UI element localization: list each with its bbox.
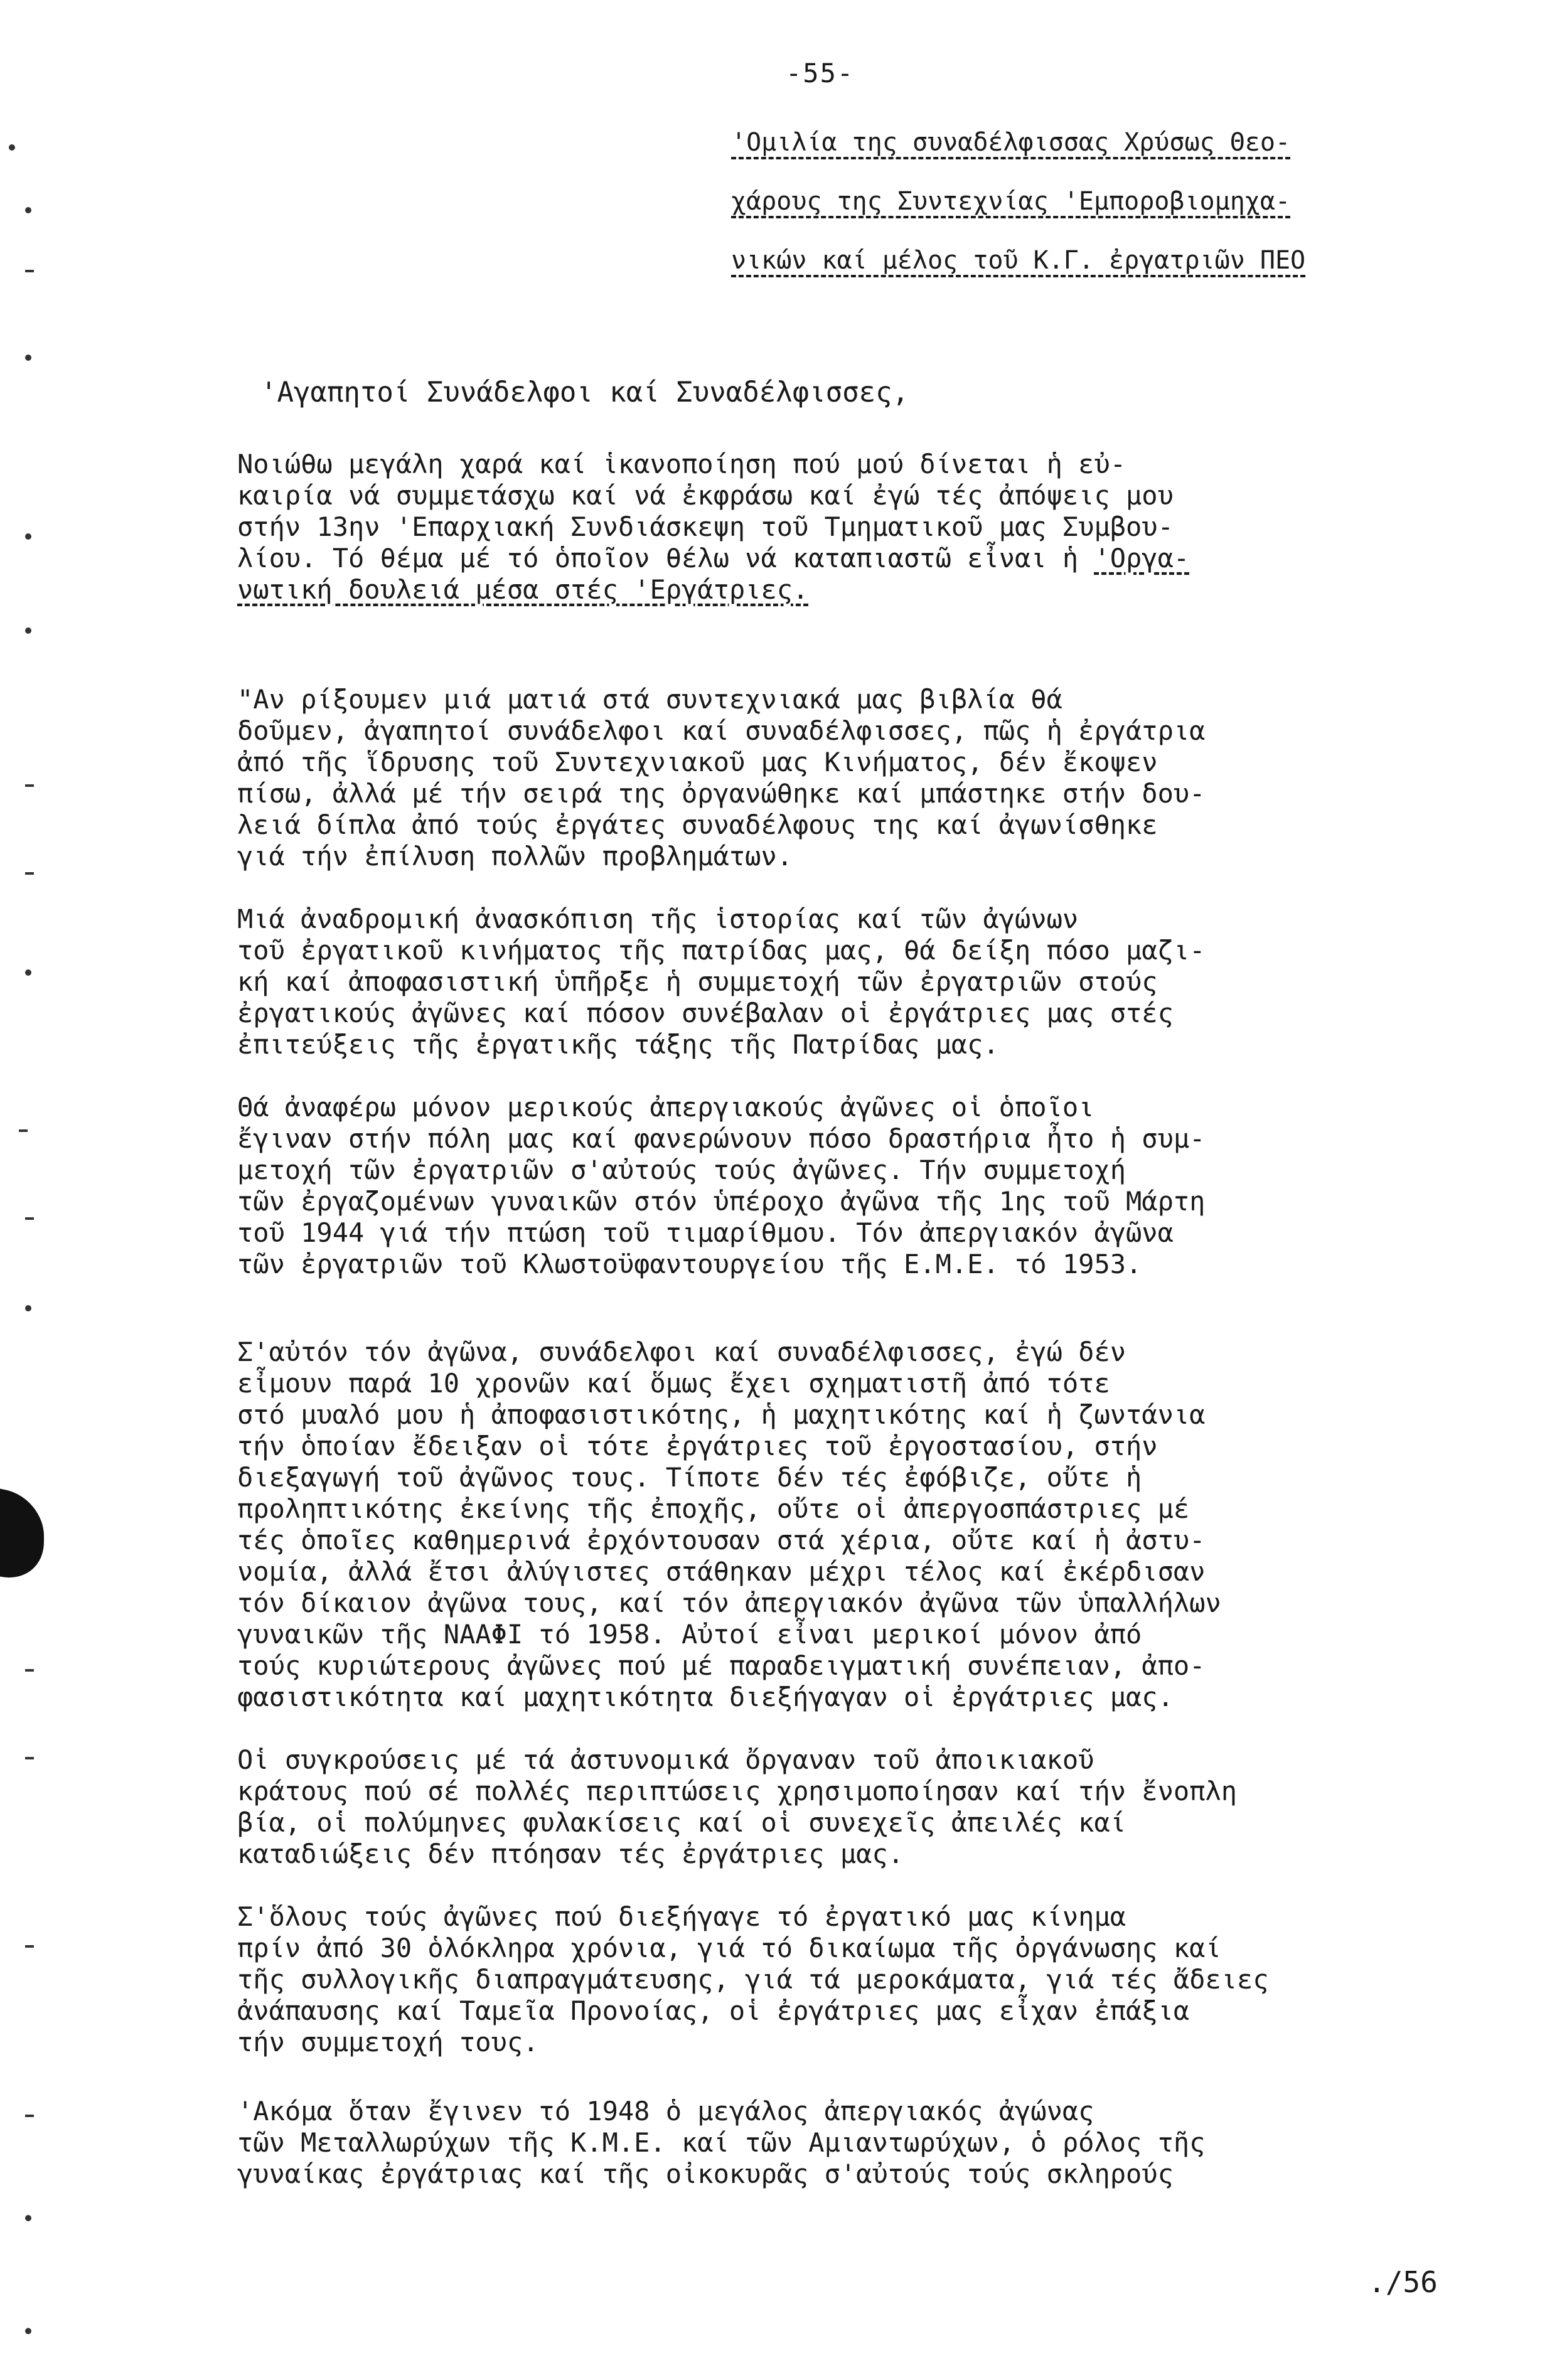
margin-speck [25,1305,31,1311]
margin-speck [25,2328,31,2334]
paragraph: Μιά ἀναδρομική ἀνασκόπιση τῆς ἱστορίας καί τῶν ἀγώνων τοῦ ἐργατικοῦ κινήματος τῆς πατρίδας μας, θά δείξη πόσο μαζι- κή καί ἀποφασιστική ὑπῆρξε ἡ συμμετοχή τῶν ἐργατριῶν στούς ἐργατικούς ἀγῶνες καί πόσον συνέβαλαν οἱ ἐργάτριες μας στές ἐπιτεύξεις τῆς ἐργατικῆς τάξης τῆς Πατρίδας μας. [237,904,1206,1060]
margin-speck [25,2215,31,2221]
paragraph: Σ'ὅλους τούς ἀγῶνες πού διεξήγαγε τό ἐργατικό μας κίνημα πρίν ἀπό 30 ὁλόκληρα χρόνια, γιά τό δικαίωμα τῆς ὀργάνωσης καί τῆς συλλογικῆς διαπραγμάτευσης, γιά τά μεροκάματα, γιά τές ἄδειες ἀνάπαυσης καί Ταμεῖα Προνοίας, οἱ ἐργάτριες μας εἶχαν ἐπάξια τήν συμμετοχή τους. [237,1901,1269,2057]
salutation: 'Αγαπητοί Συνάδελφοι καί Συναδέλφισσες, [260,376,909,408]
margin-speck [25,1669,34,1672]
paragraph: Οἱ συγκρούσεις μέ τά ἀστυνομικά ὄργαναν τοῦ ἀποικιακοῦ κράτους πού σέ πολλές περιπτώσεις χρησιμοποίησαν καί τήν ἔνοπλη βία, οἱ πολύμηνες φυλακίσεις καί οἱ συνεχεῖς ἀπειλές καί καταδιώξεις δέν πτόησαν τές ἐργάτριες μας. [237,1744,1238,1869]
margin-speck [9,144,15,151]
margin-speck [25,1217,34,1220]
paragraph: Θά ἀναφέρω μόνον μερικούς ἀπεργιακούς ἀγῶνες οἱ ὁποῖοι ἔγιναν στήν πόλη μας καί φανερώνουν πόσο δραστήρια ἦτο ἡ συμ- μετοχή τῶν ἐργατριῶν σ'αὐτούς τούς ἀγῶνες. Τήν συμμετοχή τῶν ἐργαζομένων γυναικῶν στόν ὑπέροχο ἀγῶνα τῆς 1ης τοῦ Μάρτη τοῦ 1944 γιά τήν πτώση τοῦ τιμαρίθμου. Τόν ἀπεργιακόν ἀγῶνα τῶν ἐργατριῶν τοῦ Κλωστοϋφαντουργείου τῆς Ε.Μ.Ε. τό 1953. [237,1092,1206,1279]
paragraph: "Αν ρίξουμεν μιά ματιά στά συντεχνιακά μας βιβλία θά δοῦμεν, ἀγαπητοί συνάδελφοι καί συναδέλφισσες, πῶς ἡ ἐργάτρια ἀπό τῆς ἵδρυσης τοῦ Συντεχνιακοῦ μας Κινήματος, δέν ἔκοψεν πίσω, ἀλλά μέ τήν σειρά της ὀργανώθηκε καί μπάστηκε στήν δου- λειά δίπλα ἀπό τούς ἐργάτες συναδέλφους της καί ἀγωνίσθηκε γιά τήν ἐπίλυση πολλῶν προβλημάτων. [237,684,1206,872]
next-page-mark: ./56 [1368,2265,1438,2299]
margin-speck [25,784,34,787]
margin-speck [25,627,31,634]
margin-speck [25,969,31,976]
paragraph-text: Νοιώθω μεγάλη χαρά καί ἱκανοποίηση πού μού δίνεται ἡ εὐ- καιρία νά συμμετάσχω καί νά ἐκφράσω καί ἐγώ τές ἀπόψεις μου στήν 13ην 'Επαρχιακή Συνδιάσκεψη τοῦ Τμηματικοῦ μας Συμβου- λίου. Τό θέμα μέ τό ὁποῖον θέλω νά καταπιαστῶ εἶναι ἡ [237,449,1174,574]
margin-speck [25,270,34,272]
paragraph: Σ'αὐτόν τόν ἀγῶνα, συνάδελφοι καί συναδέλφισσες, ἐγώ δέν εἶμουν παρά 10 χρονῶν καί ὅμως ἔχει σχηματιστῆ ἀπό τότε στό μυαλό μου ἡ ἀποφασιστικότης, ἡ μαχητικότης καί ἡ ζωντάνια τήν ὁποίαν ἔδειξαν οἱ τότε ἐργάτριες τοῦ ἐργοστασίου, στήν διεξαγωγή τοῦ ἀγῶνος τους. Τίποτε δέν τές ἐφόβιζε, οὔτε ἡ προληπτικότης ἐκείνης τῆς ἐποχῆς, οὔτε οἱ ἀπεργοσπάστριες μέ τές ὁποῖες καθημερινά ἐρχόντουσαν στά χέρια, οὔτε καί ἡ ἀστυ- νομία, ἀλλά ἔτσι ἀλύγιστες στάθηκαν μέχρι τέλος καί ἐκέρδισαν τόν δίκαιον ἀγῶνα τους, καί τόν ἀπεργιακόν ἀγῶνα τῶν ὑπαλλήλων γυναικῶν τῆς ΝΑΑΦΙ τό 1958. Αὐτοί εἶναι μερικοί μόνον ἀπό τούς κυριώτερους ἀγῶνες πού μέ παραδειγματική συνέπειαν, ἀπο- φασιστικότητα καί μαχητικότητα διεξήγαγαν οἱ ἐργάτριες μας. [237,1337,1221,1712]
topic-underlined: 'Οργα- νωτική δουλειά μέσα στές 'Εργάτριες. [237,543,1190,605]
speech-heading [731,113,1472,290]
margin-speck [25,1757,34,1759]
paragraph: 'Ακόμα ὅταν ἔγινεν τό 1948 ὁ μεγάλος ἀπεργιακός ἀγώνας τῶν Μεταλλωρύχων τῆς Κ.Μ.Ε. καί τῶν Αμιαντωρύχων, ὁ ρόλος τῆς γυναίκας ἐργάτριας καί τῆς οἰκοκυρᾶς σ'αὐτούς τούς σκληρούς [237,2096,1206,2189]
margin-speck [25,2115,34,2117]
margin-speck [25,872,34,875]
margin-speck [19,1129,28,1132]
scan-shadow [0,1489,44,1586]
margin-speck [25,355,31,361]
margin-speck [25,207,31,213]
heading-line: 'Ομιλία της συναδέλφισσας Χρύσως Θεο- [731,128,1291,157]
page-number: -55- [786,58,855,88]
heading-line: νικών καί μέλος τοῦ Κ.Γ. ἐργατριῶν ΠΕΟ [731,246,1306,275]
margin-speck [25,1945,34,1948]
margin-speck [25,533,31,540]
paragraph-intro [237,449,1448,606]
heading-line: χάρους της Συντεχνίας 'Εμποροβιομηχα- [731,187,1291,216]
